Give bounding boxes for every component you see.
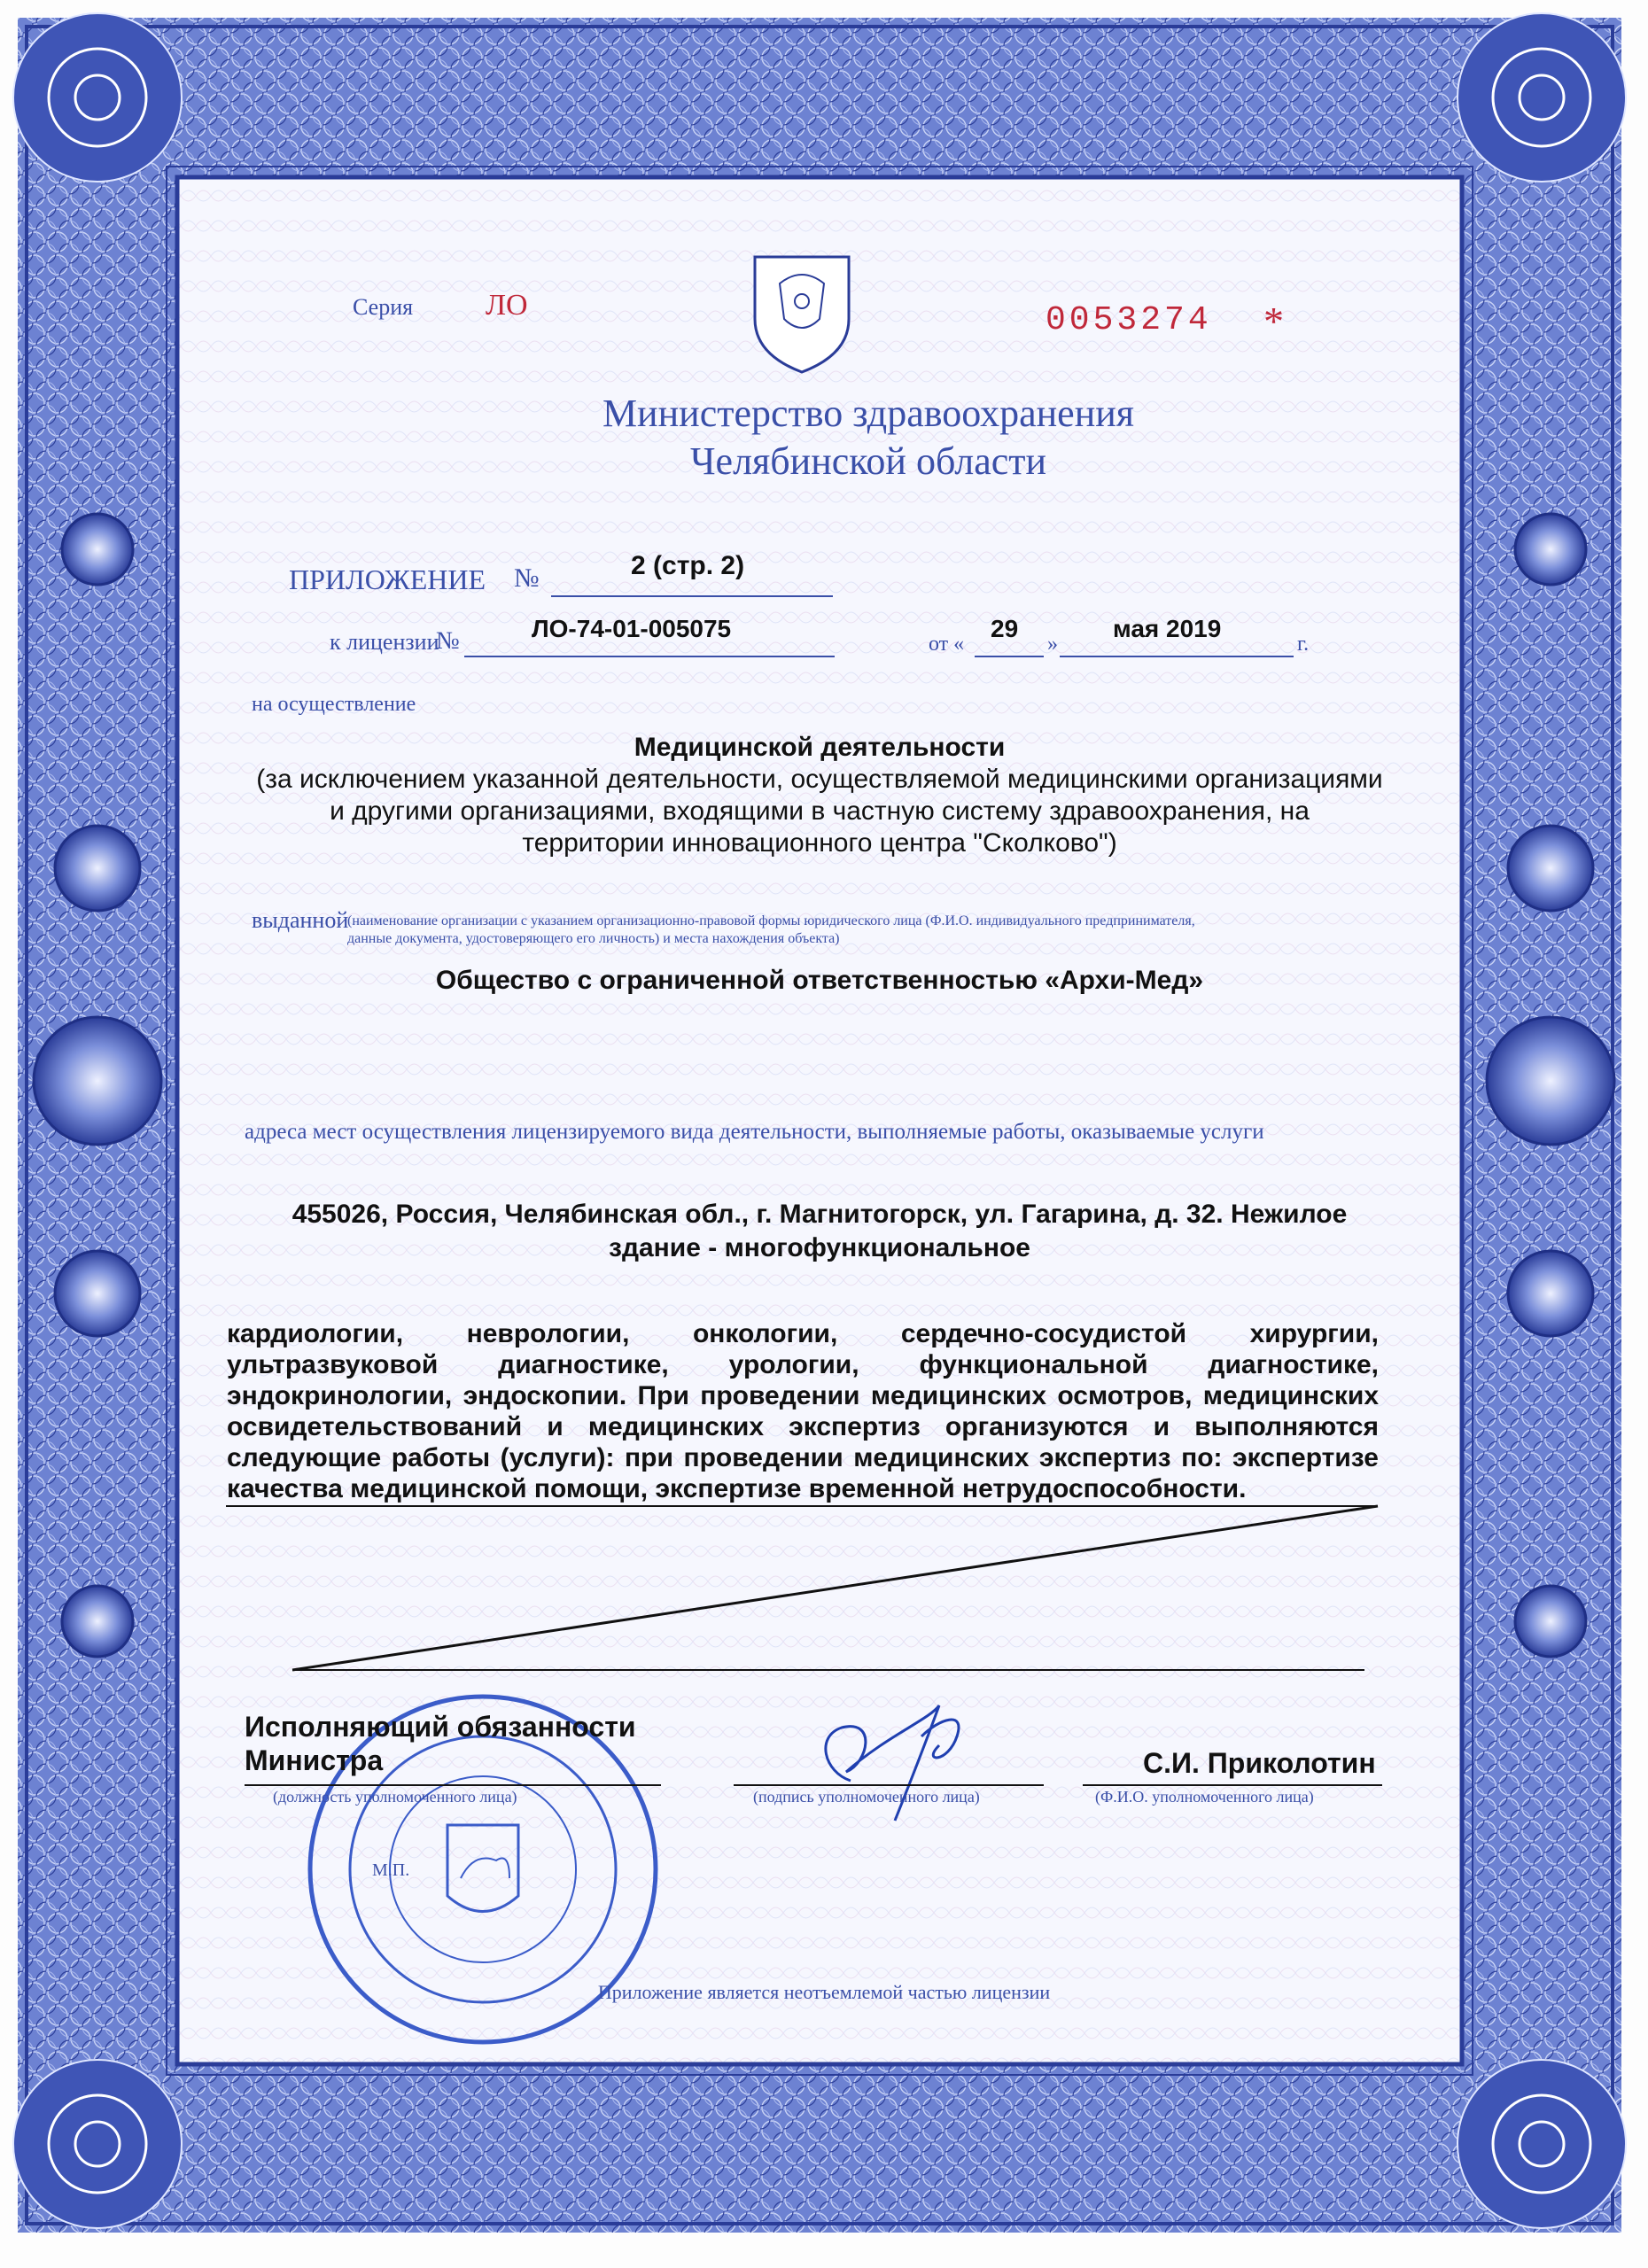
services-line: кардиологии, неврологии, онкологии, сердечно-сосудистой хирургии, [227,1319,1379,1348]
name-underline [1083,1784,1382,1786]
stamp-place: М.П. [372,1860,410,1880]
signatory-position [245,1710,636,1777]
organization-name: Общество с ограниченной ответственностью «Архи-Мед» [435,966,1204,995]
ministry-line-1: Министерство здравоохранения [602,392,1135,435]
signatory-name: С.И. Приколотин [1143,1747,1376,1779]
appendix-underline [551,595,833,597]
appendix-no-sign: № [514,563,540,593]
activity-desc-2: и другими организациями, входящими в частную систему здравоохранения, на [330,796,1310,826]
signature-underline [734,1784,1044,1786]
series-value: ЛО [486,289,528,322]
activity-title: Медицинской деятельности [634,733,1006,762]
appendix-label: ПРИЛОЖЕНИЕ [289,563,486,595]
activity-block [204,732,1435,859]
date-month-underline [1060,656,1294,657]
services-line: освидетельствований и медицинских экспертиз организуются и выполняются [227,1412,1379,1441]
addresses-label: адреса мест осуществления лицензируемого вида деятельности, выполняемые работы, оказываемые услуги [245,1120,1264,1144]
form-number: 0053274 [1046,301,1212,339]
address-block [204,1198,1435,1265]
services-block [227,1318,1379,1504]
footer-note: Приложение является неотъемлемой частью лицензии [597,1981,1051,2003]
issued-hint-1: (наименование организации с указанием организационно-правовой формы юридического лица (Ф.И.О. индивидуального предпринимателя, [347,913,1195,928]
series-label: Серия [353,294,414,320]
appendix-value: 2 (стр. 2) [631,551,745,580]
services-line: следующие работы (услуги): при проведении медицинских экспертиз по: экспертизе [227,1443,1379,1472]
license-no-sign: № [436,627,460,655]
date-month-year: мая 2019 [1113,615,1222,642]
services-line: ультразвуковой диагностике, урологии, функциональной диагностике, [227,1350,1379,1379]
date-day-underline [975,656,1044,657]
date-year-suffix: г. [1297,633,1310,656]
name-hint: (Ф.И.О. уполномоченного лица) [1095,1788,1314,1806]
date-day: 29 [991,615,1019,642]
issued-hint-2: данные документа, удостоверяющего его личность) и места нахождения объекта) [347,931,840,946]
address-line-2: здание - многофункциональное [609,1233,1030,1262]
activity-label: на осуществление [252,693,416,716]
activity-desc-1: (за исключением указанной деятельности, осуществляемой медицинскими организациями [256,765,1383,794]
star-mark: * [1263,299,1284,344]
date-from-label: от « [929,633,965,656]
ministry-line-2: Челябинской области [689,439,1047,483]
date-day-close: » [1047,633,1058,656]
ministry-title [381,390,1356,485]
license-number-underline [464,656,835,657]
position-line-2: Министра [245,1744,384,1776]
license-label: к лицензии [330,629,439,655]
issued-hint [347,913,1366,948]
license-number: ЛО-74-01-005075 [532,615,732,642]
position-underline [245,1784,661,1786]
services-line: качества медицинской помощи, экспертизе временной нетрудоспособности. [227,1474,1247,1503]
position-hint: (должность уполномоченного лица) [273,1788,517,1806]
services-line: эндокринологии, эндоскопии. При проведении медицинских осмотров, медицинских [227,1381,1379,1410]
issued-label: выданной [252,907,349,933]
position-line-1: Исполняющий обязанности [245,1711,636,1743]
address-line-1: 455026, Россия, Челябинская обл., г. Магнитогорск, ул. Гагарина, д. 32. Нежилое [292,1200,1348,1229]
activity-desc-3: территории инновационного центра "Сколково") [522,828,1117,858]
signature-hint: (подпись уполномоченного лица) [753,1788,980,1806]
